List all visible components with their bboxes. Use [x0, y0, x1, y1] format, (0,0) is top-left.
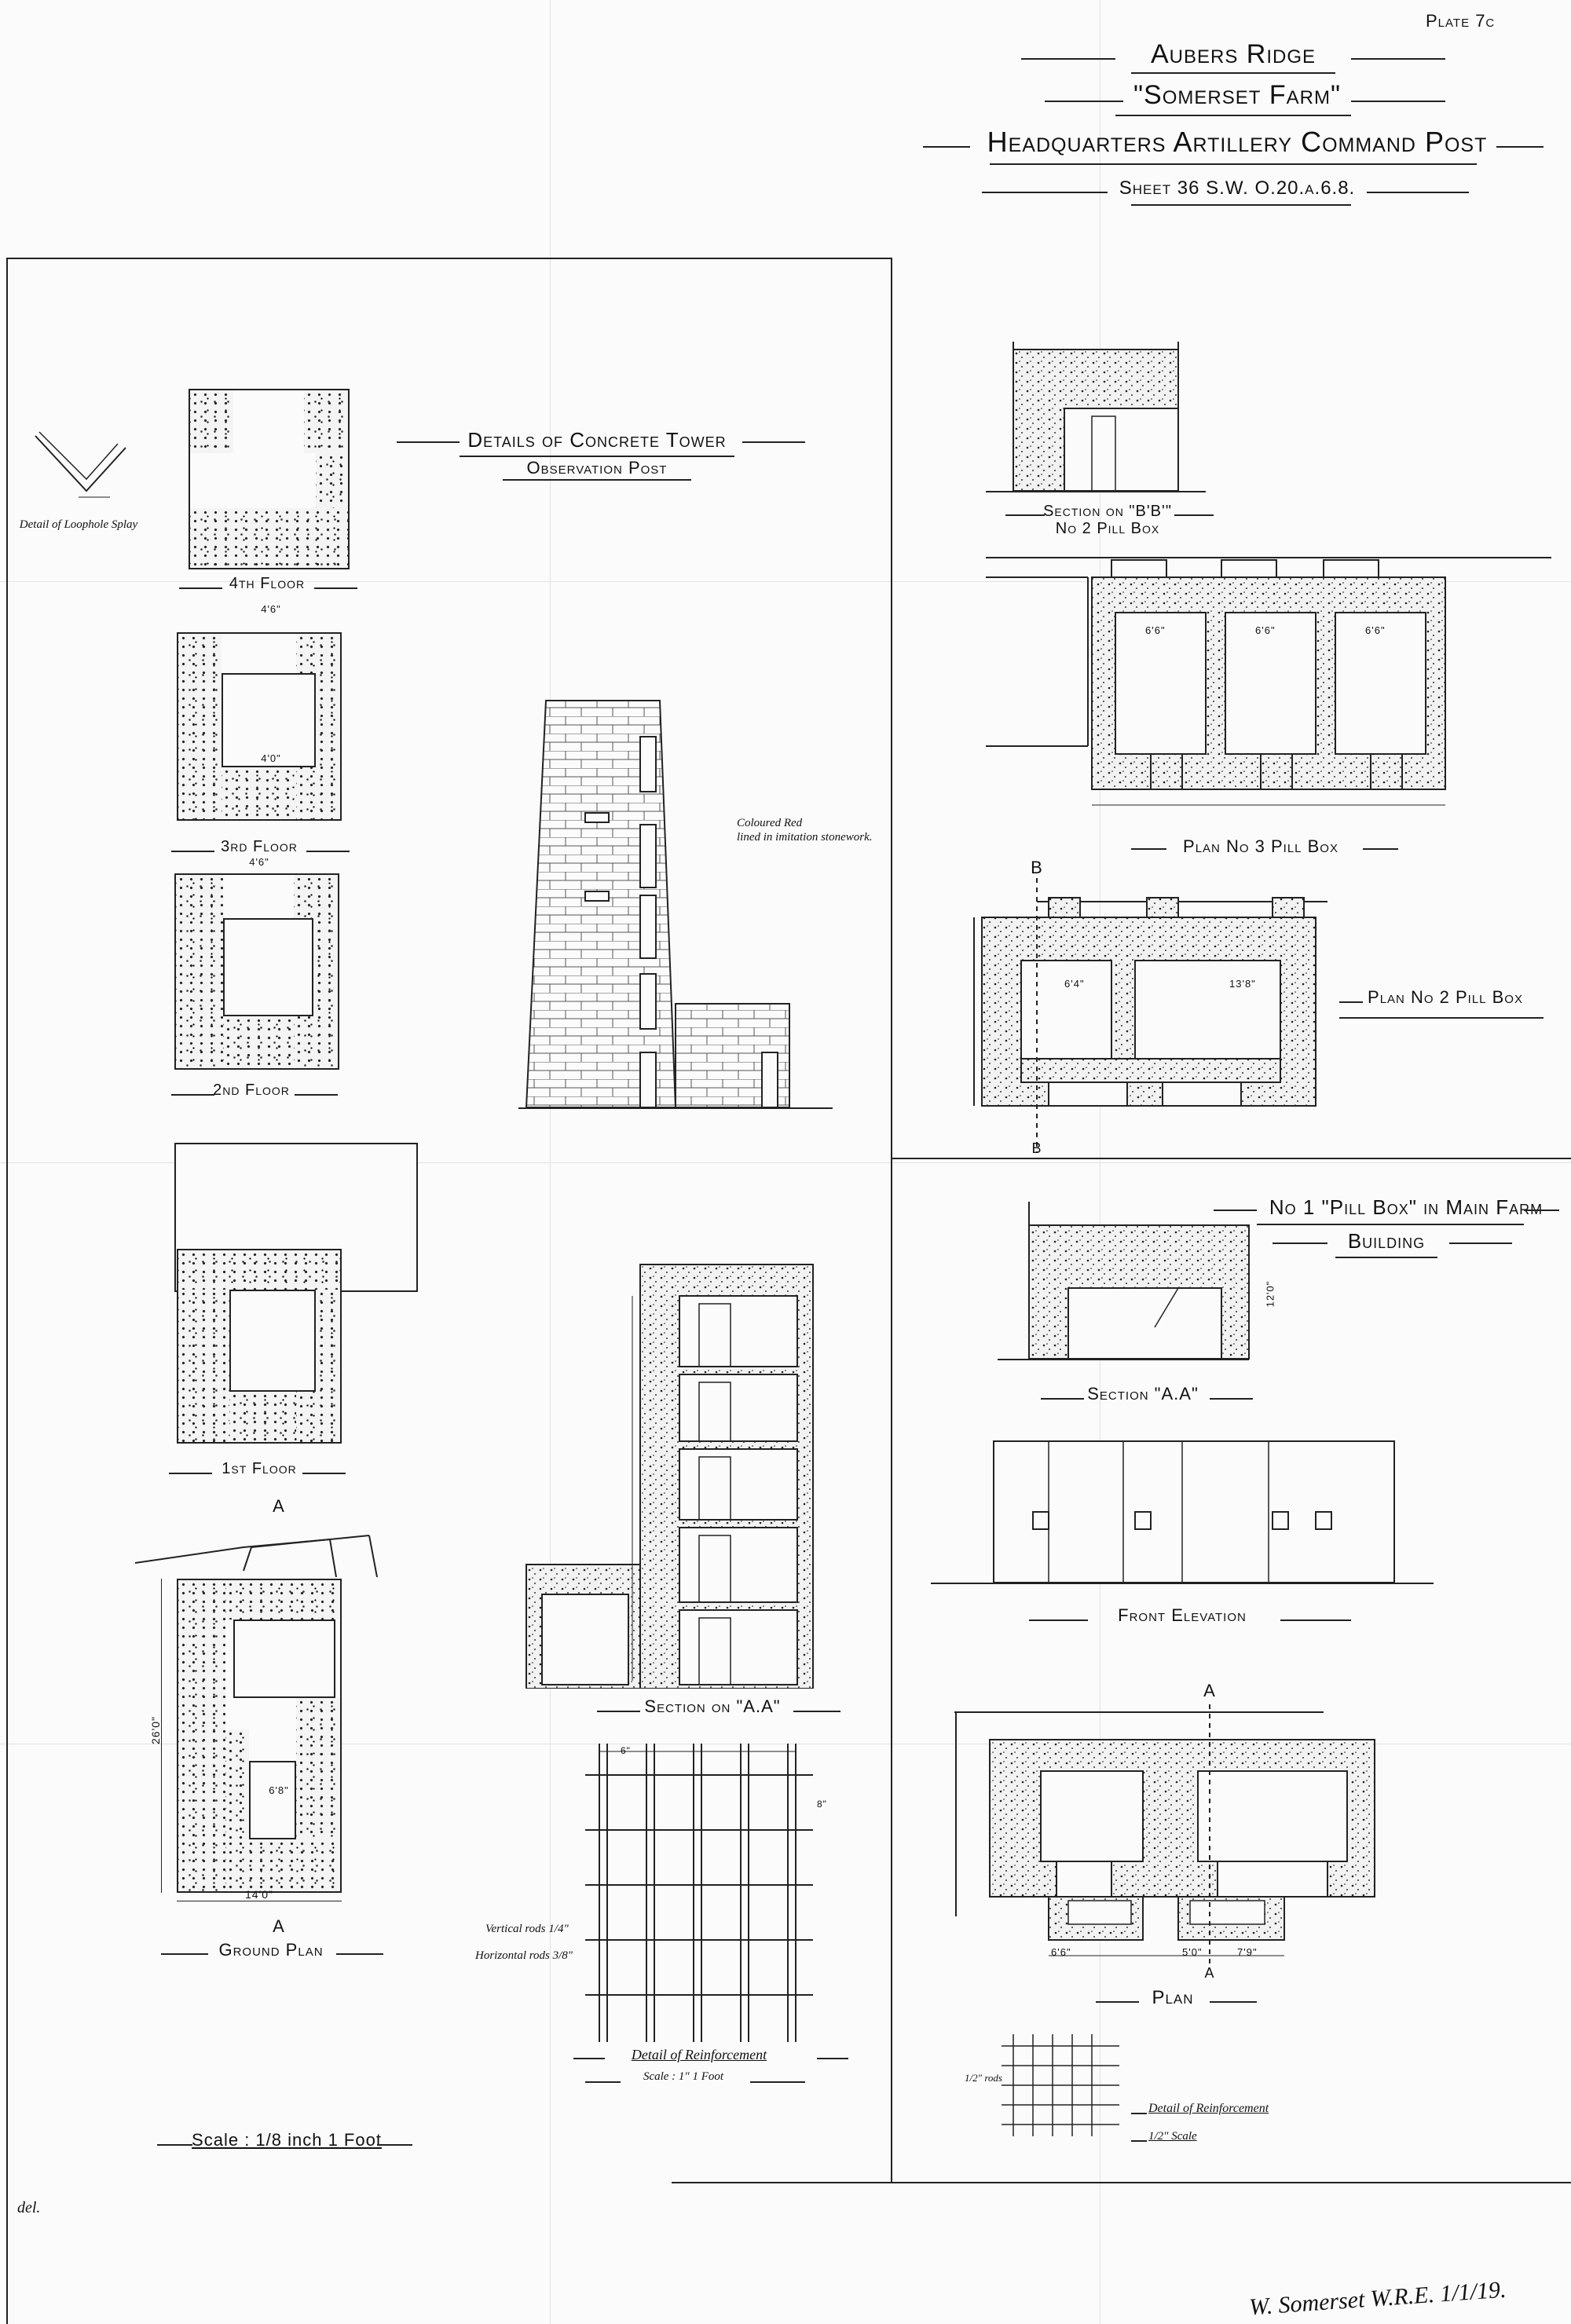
wall	[304, 390, 348, 453]
underline	[1131, 204, 1351, 206]
wall	[225, 1729, 249, 1839]
tower-section-aa	[483, 1257, 852, 1689]
room	[223, 918, 313, 1016]
reinf-dim-8: 8"	[817, 1799, 827, 1810]
fold-crease	[550, 0, 551, 2324]
floor-4-plan	[189, 389, 350, 569]
rule	[302, 1473, 346, 1474]
floor-1-plan	[177, 1249, 342, 1444]
underline	[1131, 72, 1335, 74]
left-frame-top	[6, 258, 892, 259]
rule	[585, 2081, 621, 2083]
main-farm-reinforcement-scale: 1/2" Scale	[1148, 2130, 1197, 2143]
wall	[178, 1290, 229, 1442]
draughtsman-initials: del.	[17, 2199, 41, 2216]
front-elevation-drawing	[931, 1437, 1434, 1587]
dim-12-0: 12'0"	[1264, 1280, 1276, 1308]
elevation-note: Coloured Red	[737, 817, 803, 829]
dim-7-9: 7'9"	[1237, 1946, 1258, 1958]
room	[249, 1761, 296, 1839]
dim-6-6: 6'6"	[1145, 624, 1166, 636]
ground-plan	[177, 1579, 342, 1893]
rule	[750, 2081, 805, 2083]
bottom-frame	[672, 2182, 1571, 2183]
underline	[460, 456, 734, 457]
rule	[171, 851, 214, 852]
plan-no2-pillbox	[927, 878, 1343, 1161]
rule	[597, 1711, 640, 1712]
no2-pillbox-caption: No 2 Pill Box	[1055, 520, 1160, 537]
wall	[229, 1392, 296, 1442]
rule	[982, 192, 1108, 193]
rule	[1210, 2001, 1257, 2003]
wall	[296, 1698, 340, 1839]
rule	[1045, 101, 1123, 102]
tower-reinforcement-label: Detail of Reinforcement	[631, 2047, 767, 2062]
section-marker-a: A	[1204, 1965, 1215, 1981]
elevation-note: lined in imitation stonework.	[737, 831, 873, 844]
section-marker-a: A	[273, 1916, 285, 1936]
section-bb-drawing	[970, 342, 1221, 499]
dim-6-6: 6'6"	[1365, 624, 1386, 636]
rule	[169, 1473, 212, 1474]
left-frame-line	[6, 258, 8, 2324]
rule	[314, 587, 357, 589]
plan-no3-pillbox	[986, 554, 1551, 817]
dim-14-0: 14'0"	[244, 1888, 274, 1901]
dim-26-0: 26'0"	[149, 1715, 163, 1745]
rule	[1131, 2113, 1147, 2114]
floor-4-label: 4th Floor	[229, 575, 306, 592]
loophole-splay-detail	[31, 412, 134, 503]
rule	[573, 2058, 605, 2059]
rule	[1351, 101, 1445, 102]
vertical-rods-note: Vertical rods 1/4"	[485, 1923, 569, 1935]
floor-3-label: 3rd Floor	[221, 838, 298, 855]
tower-elevation	[518, 699, 895, 1111]
rule	[397, 441, 460, 443]
rule	[1005, 514, 1045, 516]
rule	[1449, 1243, 1512, 1244]
rule	[1339, 1001, 1363, 1003]
wall	[176, 875, 223, 1068]
title-hq-artillery: Headquarters Artillery Command Post	[987, 126, 1488, 158]
underline	[1335, 1257, 1437, 1258]
dim-6-4: 6'4"	[1064, 978, 1085, 990]
floor-3-plan	[177, 632, 342, 821]
title-aubers-ridge: Aubers Ridge	[1150, 39, 1316, 69]
ground-plan-label: Ground Plan	[218, 1940, 324, 1960]
front-elevation-label: Front Elevation	[1118, 1605, 1247, 1625]
rule	[1210, 1398, 1253, 1400]
signature: W. Somerset W.R.E. 1/1/19.	[1248, 2276, 1507, 2321]
rule	[1351, 58, 1445, 60]
rods-note: 1/2" rods	[965, 2072, 1002, 2084]
main-farm-heading: No 1 "Pill Box" in Main Farm	[1269, 1195, 1544, 1219]
rule	[377, 2144, 412, 2146]
underline	[1115, 115, 1351, 116]
rule	[1174, 514, 1214, 516]
title-sheet: Sheet 36 S.W. O.20.a.6.8.	[1119, 178, 1356, 199]
rule	[1280, 1619, 1351, 1621]
floor-1-label: 1st Floor	[222, 1460, 297, 1477]
main-farm-reinforcement-grid	[1002, 2030, 1127, 2140]
floor-2-plan	[174, 873, 339, 1070]
rule	[1131, 2140, 1147, 2142]
room	[229, 1290, 316, 1392]
tower-title: Details of Concrete Tower	[467, 428, 727, 452]
wall	[222, 767, 296, 819]
rule	[742, 441, 805, 443]
dim-5-0: 5'0"	[1182, 1946, 1203, 1958]
wall	[178, 1250, 340, 1290]
wall	[190, 508, 348, 568]
rule	[336, 1953, 383, 1955]
wall	[225, 1580, 340, 1619]
tower-scale: Scale : 1/8 inch 1 Foot	[192, 2130, 382, 2150]
floor-2-label: 2nd Floor	[213, 1081, 290, 1099]
plan-no2-label: Plan No 2 Pill Box	[1368, 987, 1523, 1007]
rule	[1273, 1243, 1327, 1244]
main-farm-section-aa	[998, 1202, 1257, 1374]
rule	[1131, 848, 1166, 850]
wall	[223, 1016, 294, 1068]
reinf-dim-6: 6"	[621, 1745, 631, 1756]
main-farm-reinforcement-label: Detail of Reinforcement	[1148, 2102, 1269, 2115]
rule	[1524, 1210, 1559, 1211]
rule	[1021, 58, 1115, 60]
wall	[316, 453, 348, 508]
section-marker-b: B	[1031, 858, 1043, 877]
underline	[1257, 1224, 1524, 1225]
dim-6-6: 6'6"	[1255, 624, 1276, 636]
rule	[793, 1711, 840, 1712]
rule	[306, 851, 350, 852]
rule	[295, 1094, 338, 1096]
section-marker-b: B	[1031, 1140, 1042, 1156]
title-somerset-farm: "Somerset Farm"	[1133, 80, 1342, 110]
section-marker-a: A	[1203, 1681, 1216, 1700]
rule	[817, 2058, 848, 2059]
main-farm-plan-label: Plan	[1152, 1987, 1194, 2008]
rule	[1029, 1619, 1088, 1621]
main-farm-building: Building	[1347, 1229, 1426, 1253]
plate-number: Plate 7c	[1426, 11, 1496, 31]
rule	[1096, 2001, 1139, 2003]
section-aa-label: Section on "A.A"	[644, 1696, 781, 1716]
underline	[990, 163, 1477, 165]
dim-6-6: 6'6"	[1051, 1946, 1071, 1958]
underline	[503, 479, 691, 481]
main-farm-plan	[954, 1704, 1386, 1971]
horizontal-rods-note: Horizontal rods 3/8"	[475, 1949, 573, 1962]
wall	[178, 634, 222, 819]
dim-4-6: 4'6"	[261, 603, 281, 615]
tower-reinforcement-grid	[585, 1744, 821, 2042]
wall	[225, 1839, 340, 1891]
tower-reinforcement-scale: Scale : 1" 1 Foot	[643, 2070, 724, 2083]
rule	[1367, 192, 1469, 193]
rule	[1363, 848, 1398, 850]
underline	[1339, 1017, 1544, 1019]
section-bb-label: Section on "B'B'"	[1043, 503, 1172, 520]
left-frame-right	[891, 258, 892, 2182]
rule	[923, 146, 970, 148]
tower-subtitle: Observation Post	[526, 458, 668, 478]
plan-no3-label: Plan No 3 Pill Box	[1183, 836, 1338, 856]
main-farm-section-aa-label: Section "A.A"	[1087, 1384, 1199, 1404]
section-marker-a: A	[273, 1496, 285, 1516]
rule	[157, 2144, 192, 2146]
wall	[190, 390, 233, 453]
wall	[178, 1580, 225, 1891]
ground-plan-walls-above	[134, 1524, 416, 1579]
loophole-note: Detail of Loophole Splay	[19, 518, 138, 531]
dim-13-8: 13'8"	[1229, 978, 1256, 990]
dim-4-0: 4'0"	[261, 752, 281, 764]
room	[233, 1619, 335, 1698]
rule	[171, 1094, 214, 1096]
rule	[161, 1953, 208, 1955]
dim-4-6: 4'6"	[249, 856, 269, 868]
rule	[1041, 1398, 1084, 1400]
rule	[1496, 146, 1544, 148]
dim-6-8: 6'8"	[269, 1784, 289, 1796]
rule	[179, 587, 222, 589]
